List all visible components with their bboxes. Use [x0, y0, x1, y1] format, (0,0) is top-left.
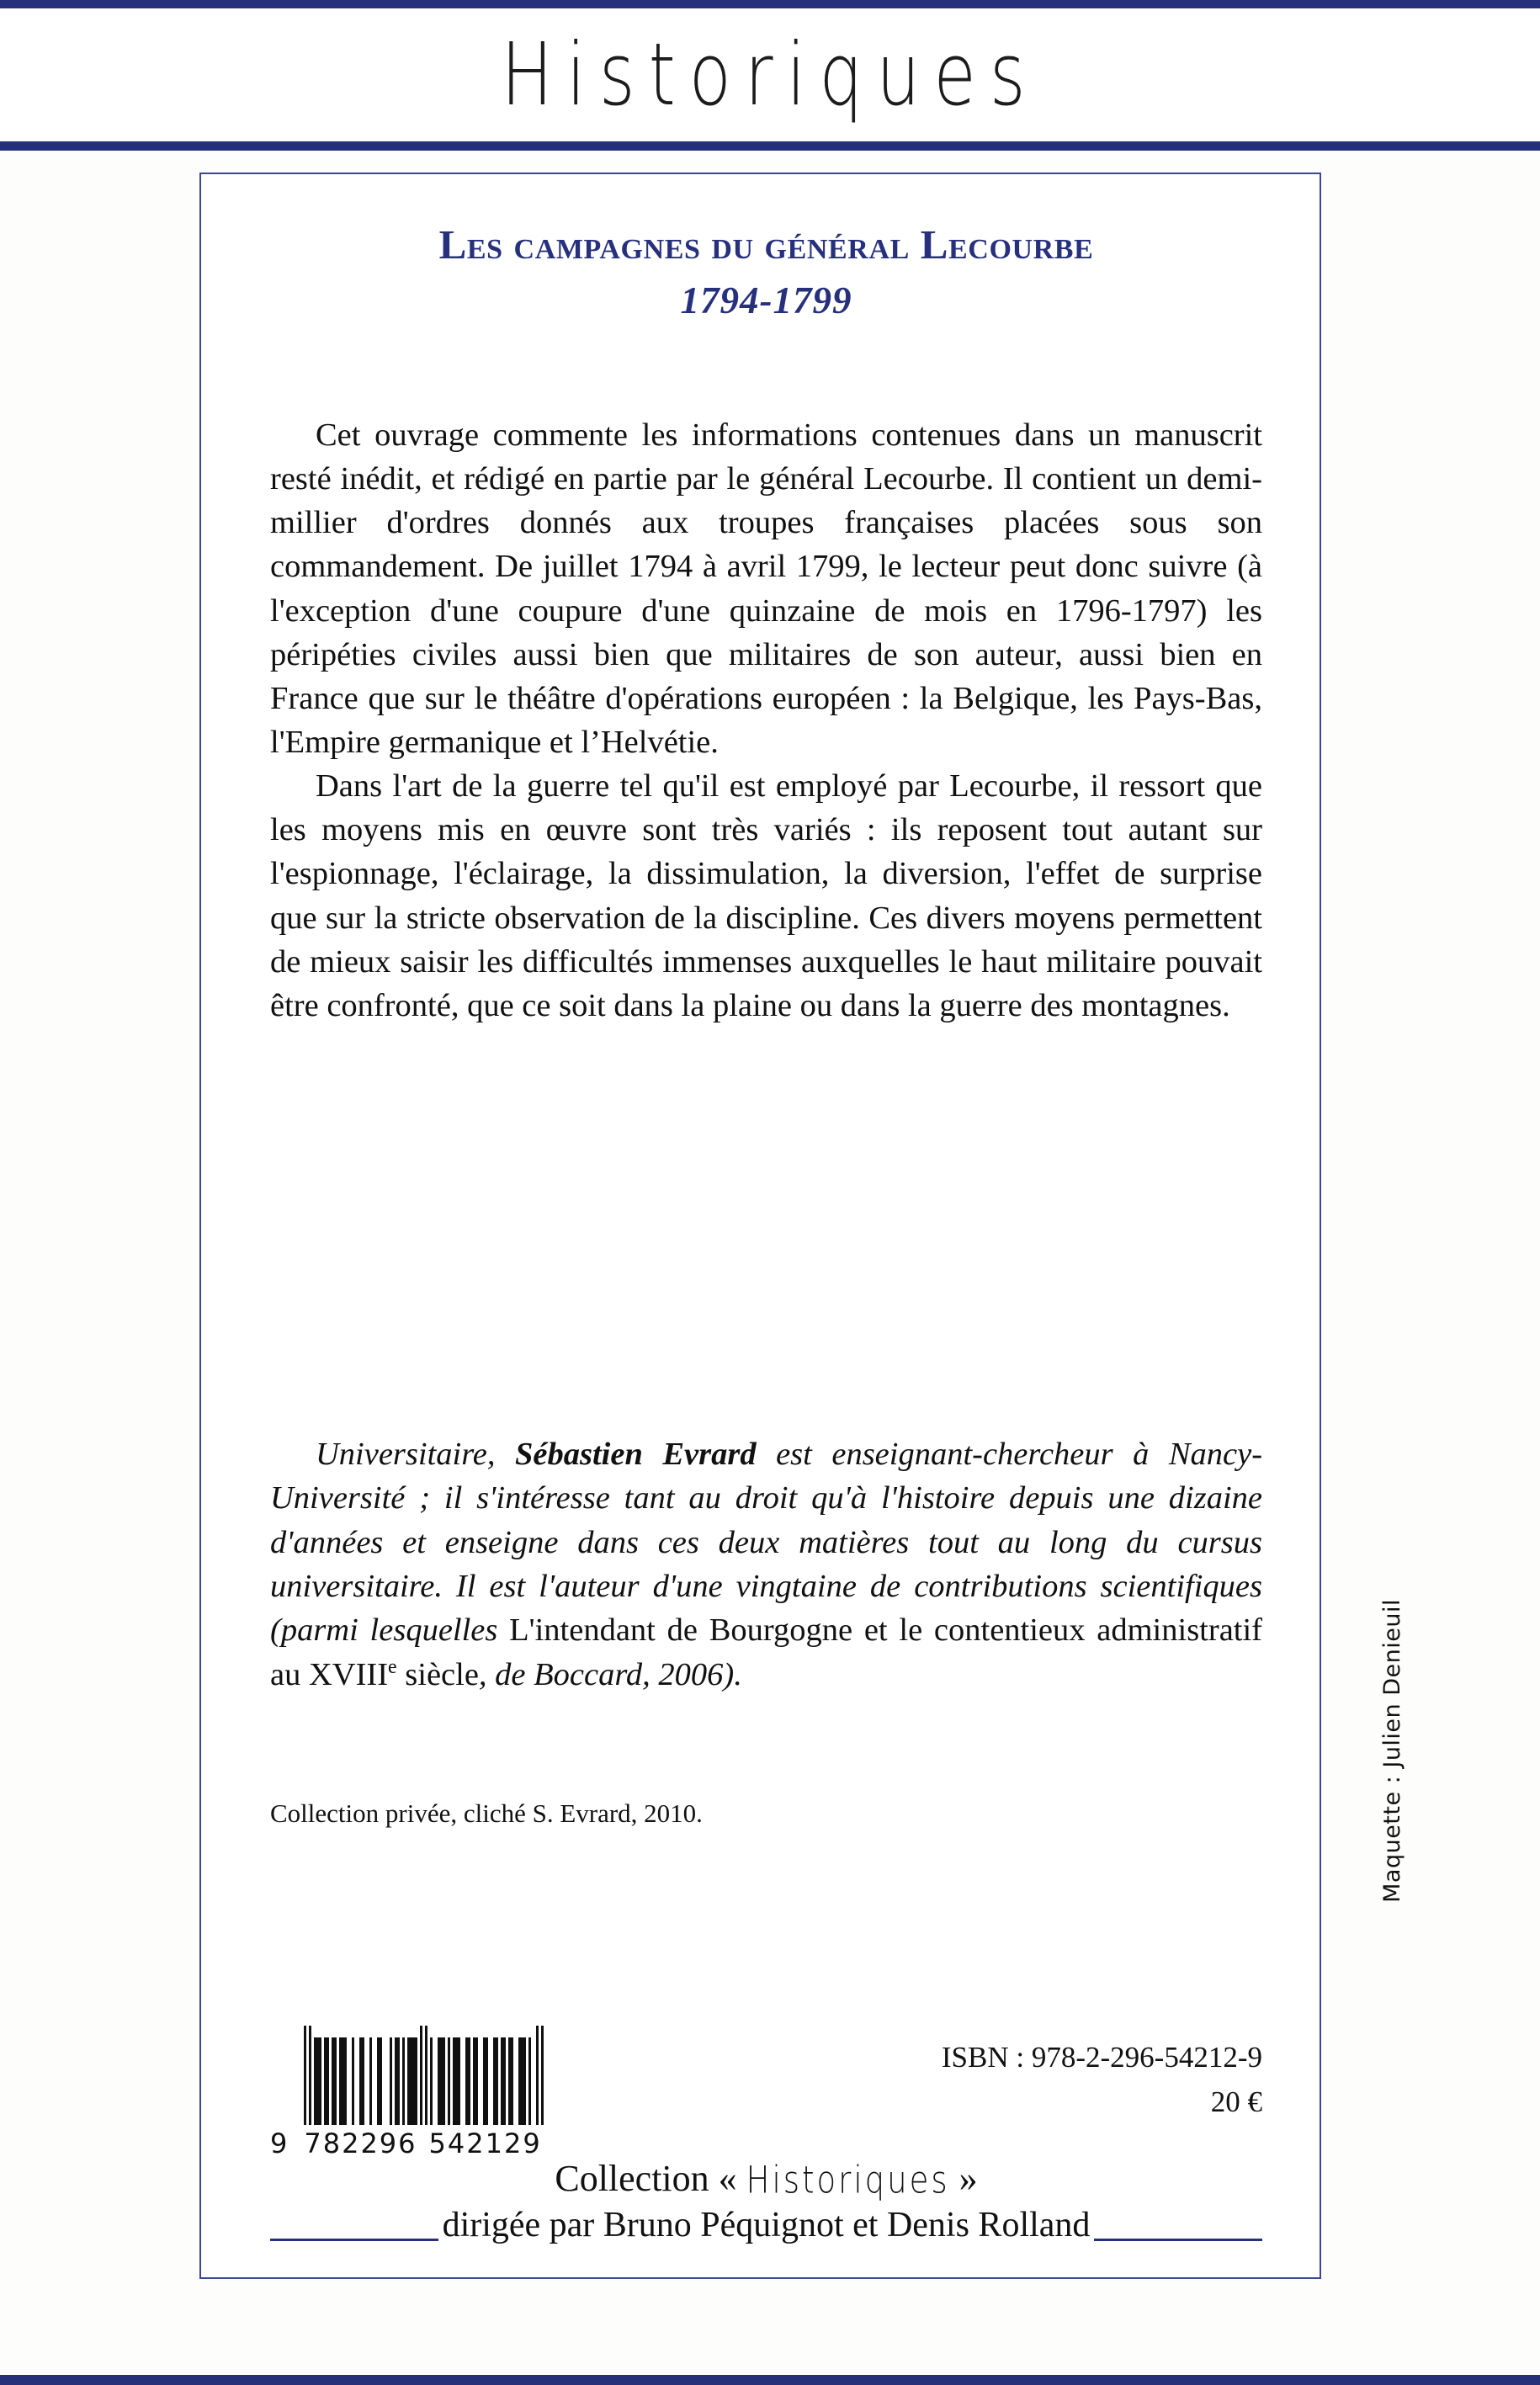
page-title: Les campagnes du général Lecourbe	[438, 221, 1094, 268]
price-value: 20 €	[1210, 2085, 1262, 2118]
bio-body-1: est enseignant-chercheur à Nancy-Université ; il s'intéresse tant au droit qu'à l'histoire depuis une dizaine d'années et enseigne dans ces deux matières tout au long du cursus universitaire. Il est l'auteur d'une vingtaine de contributions scientifiques (parmi lesquelles	[270, 1437, 1263, 1649]
barcode-lead-digit: 9	[270, 2127, 289, 2159]
photo-credit: Collection privée, cliché S. Evrard, 2010.	[270, 1798, 703, 1828]
page-subtitle: 1794-1799	[680, 279, 852, 321]
content-inner	[270, 174, 1262, 2277]
footer-collection-name: Historiques	[746, 2158, 950, 2202]
content-box	[199, 173, 1321, 2279]
barcode-group-2: 542129	[428, 2127, 542, 2159]
maquette-credit: Maquette : Julien Denieuil	[1379, 1599, 1405, 1903]
bio-body-2: , de Boccard, 2006).	[478, 1656, 742, 1692]
isbn-value: ISBN : 978-2-296-54212-9	[941, 2041, 1262, 2074]
bio-lead-in: Universitaire,	[316, 1437, 515, 1472]
collection-banner-title: Historiques	[501, 24, 1039, 125]
barcode-digits	[270, 2127, 590, 2159]
footer-collection-line	[242, 2157, 1291, 2200]
blurb-paragraph-1: Cet ouvrage commente les informations contenues dans un manuscrit resté inédit, et rédigé en partie par le général Lecourbe. Il contient un demi-millier d'ordres donnés aux troupes françaises placées sous son commandement. De juillet 1794 à avril 1799, le lecteur peut donc suivre (à l'exception d'une coupure d'une quinzaine de mois en 1796-1797) les péripéties civiles aussi bien que militaires de son auteur, aussi bien en France que sur le théâtre d'opérations européen : la Belgique, les Pays-Bas, l'Empire germanique et l’Helvétie.	[270, 417, 1262, 760]
barcode-group-1: 782296	[304, 2127, 417, 2159]
blurb-text	[270, 413, 1262, 1028]
author-name: Sébastien Evrard	[515, 1437, 757, 1472]
cited-work-title-tail: siècle	[396, 1656, 479, 1692]
footer-directors: dirigée par Bruno Péquignot et Denis Rolland	[442, 2206, 1091, 2244]
blurb-paragraph-2: Dans l'art de la guerre tel qu'il est employé par Lecourbe, il ressort que les moyens mis en œuvre sont très variés : ils reposent tout autant sur l'espionnage, l'éclairage, la dissimulation, la diversion, l'effet de surprise que sur la stricte observation de la discipline. Ces divers moyens permettent de mieux saisir les difficultés immenses auxquelles le haut militaire pouvait être confronté, que ce soit dans la plaine ou dans la guerre des montagnes.	[270, 768, 1262, 1023]
cited-work-title: L'intendant de Bourgogne et le contentieux administratif au XVIII	[270, 1612, 1263, 1692]
header-navy-rule	[0, 141, 1540, 151]
top-navy-rule	[0, 0, 1540, 8]
cited-work-ordinal-suffix: e	[388, 1655, 397, 1678]
author-bio	[270, 1432, 1262, 1697]
collection-banner	[0, 8, 1540, 141]
bottom-navy-rule	[0, 2375, 1540, 2385]
author-bio-paragraph	[270, 1432, 1262, 1697]
footer-collection	[242, 2157, 1291, 2245]
footer-collection-prefix: Collection «	[555, 2158, 746, 2199]
barcode	[270, 2026, 590, 2159]
footer-collection-suffix: »	[949, 2158, 978, 2199]
isbn-block	[942, 2036, 1262, 2124]
barcode-bars	[270, 2026, 590, 2125]
